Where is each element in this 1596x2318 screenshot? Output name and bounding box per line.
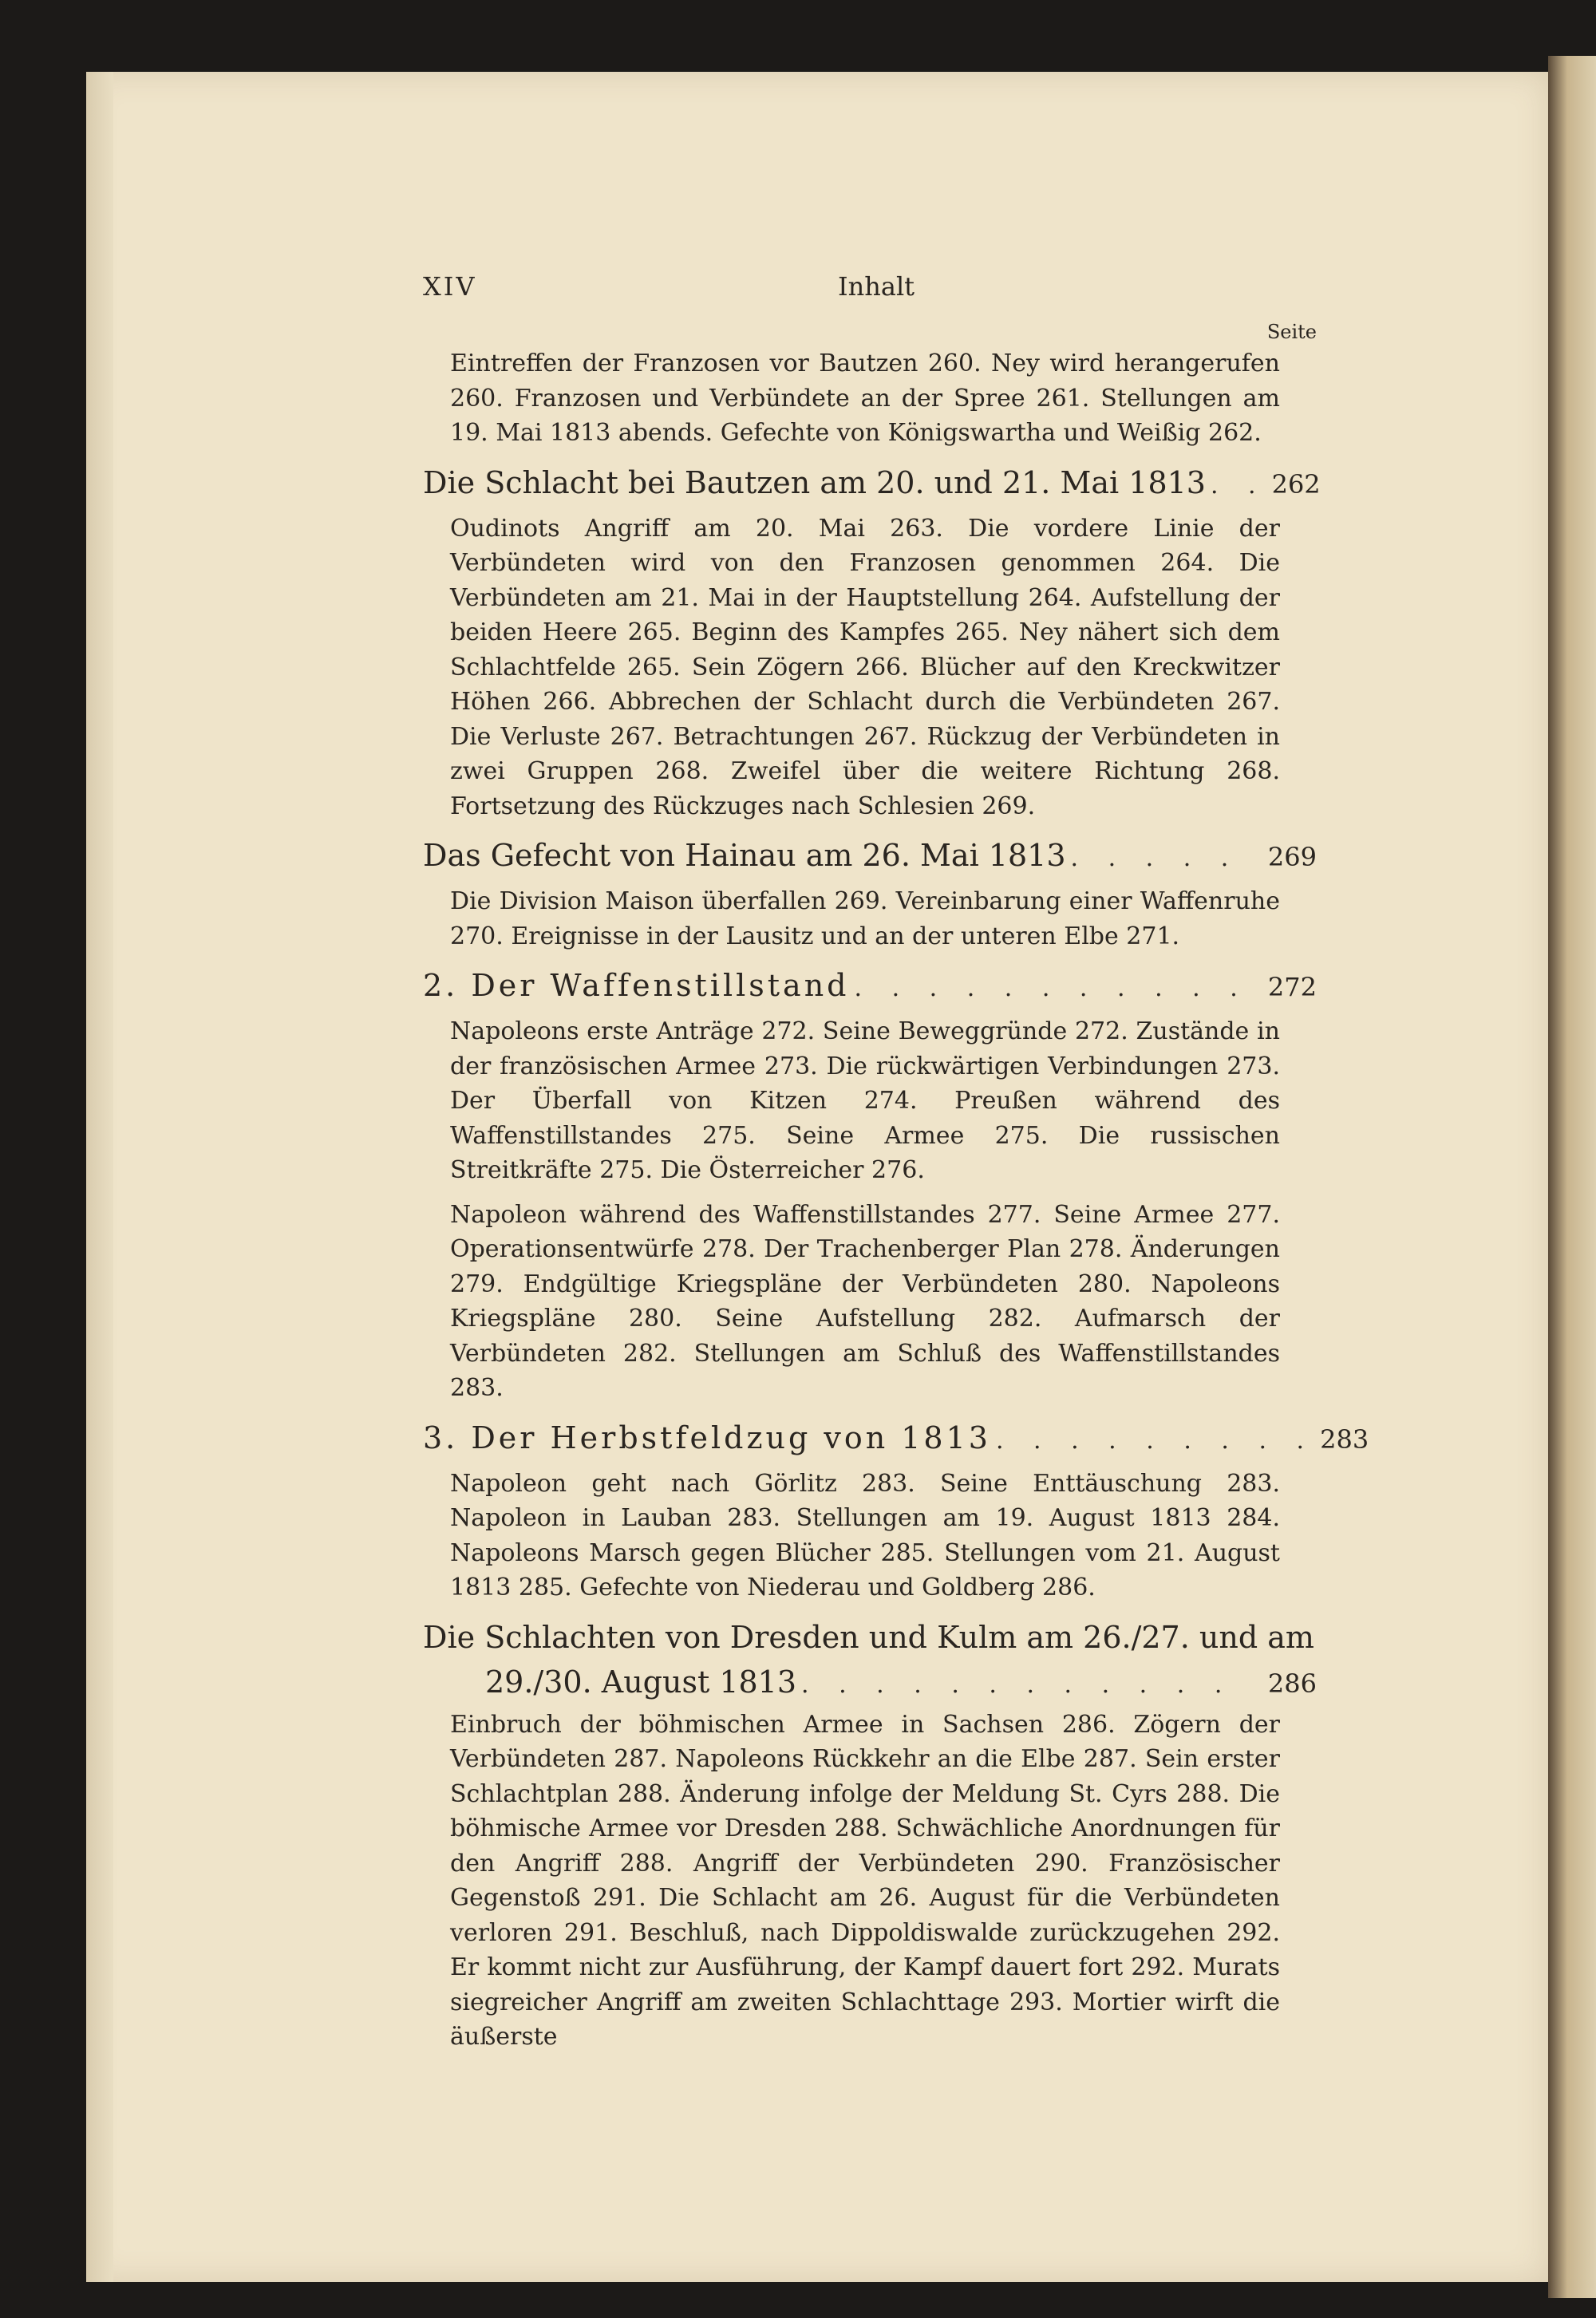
toc-chapter-heading — [423, 963, 1317, 1011]
toc-heading-title: 3. Der Herbstfeldzug von 1813 — [423, 1420, 991, 1455]
toc-heading-title-line1: Die Schlachten von Dresden und Kulm am 26./27. und am — [423, 1619, 1314, 1655]
toc-chapter-heading — [423, 1416, 1369, 1463]
dot-leaders: . . . . . — [1070, 844, 1240, 872]
page-number-folio: XIV — [423, 271, 477, 302]
dot-leaders: . . . . . . . . . . . — [854, 974, 1249, 1002]
toc-heading-line2 — [423, 1660, 1317, 1708]
toc-paragraph: Napoleons erste Anträge 272. Seine Beweggründe 272. Zustände in der französischen Armee 273. Die rückwärtigen Verbindungen 273. Der Überfall von Kitzen 274. Preußen während des Waffenstillstandes 275. Seine Armee 275. Die russischen Streitkräfte 275. Die Österreicher 276. — [450, 1017, 1280, 1184]
dot-leaders: . . — [1210, 471, 1267, 500]
toc-paragraph: Einbruch der böhmischen Armee in Sachsen 286. Zögern der Verbündeten 287. Napoleons Rückkehr an die Elbe 287. Sein erster Schlachtplan 288. Änderung infolge der Meldung St. Cyrs 288. Die böhmische Armee vor Dresden 288. Schwächliche Anordnungen für den Angriff 288. Angriff der Verbündeten 290. Französischer Gegenstoß 291. Die Schlacht am 26. August für die Verbündeten verloren 291. Beschluß, nach Dippoldiswalde zurückzugehen 292. Er kommt nicht zur Ausführung, der Kampf dauert fort 292. Murats siegreicher Angriff am zweiten Schlachttage 293. Mortier wirft die äußerste — [450, 1710, 1280, 2051]
toc-heading-page: 269 — [1267, 842, 1317, 872]
toc-heading — [423, 833, 1317, 881]
seite-column-label: Seite — [1266, 321, 1317, 343]
toc-heading-title: Das Gefecht von Hainau am 26. Mai 1813 — [423, 838, 1066, 873]
adjacent-page-edge — [1548, 56, 1596, 2298]
toc-paragraph: Napoleon geht nach Görlitz 283. Seine Enttäuschung 283. Napoleon in Lauban 283. Stellungen am 19. August 1813 284. Napoleons Marsch gegen Blücher 285. Stellungen vom 21. August 1813 285. Gefechte von Niederau und Goldberg 286. — [450, 1469, 1280, 1601]
running-title: Inhalt — [838, 271, 915, 302]
toc-heading-page: 262 — [1271, 468, 1321, 500]
toc-heading-page: 272 — [1267, 972, 1317, 1002]
dot-leaders: . . . . . . . . . . . . — [801, 1670, 1234, 1699]
running-head — [423, 271, 1317, 321]
toc-paragraph: Oudinots Angriff am 20. Mai 263. Die vordere Linie der Verbündeten wird von den Franzosen genommen 264. Die Verbündeten am 21. Mai in der Hauptstellung 264. Aufstellung der beiden Heere 265. Beginn des Kampfes 265. Ney nähert sich dem Schlachtfelde 265. Sein Zögern 266. Blücher auf den Kreckwitzer Höhen 266. Abbrechen der Schlacht durch die Verbündeten 267. Die Verluste 267. Betrachtungen 267. Rückzug der Verbündeten in zwei Gruppen 268. Zweifel über die weitere Richtung 268. Fortsetzung des Rückzuges nach Schlesien 269. — [450, 514, 1280, 820]
toc-heading — [423, 460, 1321, 508]
toc-paragraph: Eintreffen der Franzosen vor Bautzen 260. Ney wird herangerufen 260. Franzosen und Verbündete an der Spree 261. Stellungen am 19. Mai 1813 abends. Gefechte von Königswartha und Weißig 262. — [450, 349, 1280, 447]
toc-heading-page: 286 — [1267, 1668, 1317, 1699]
toc-heading-title-line2: 29./30. August 1813 — [485, 1664, 797, 1700]
toc-paragraph: Die Division Maison überfallen 269. Vereinbarung einer Waffenruhe 270. Ereignisse in der Lausitz und an der unteren Elbe 271. — [450, 887, 1280, 950]
toc-heading-title: 2. Der Waffenstillstand — [423, 968, 850, 1003]
page-binding-edge — [86, 72, 113, 2282]
toc-heading-page: 283 — [1320, 1424, 1369, 1455]
table-of-contents — [423, 271, 1369, 2064]
toc-paragraph: Napoleon während des Waffenstillstandes 277. Seine Armee 277. Operationsentwürfe 278. Der Trachenberger Plan 278. Änderungen 279. Endgültige Kriegspläne der Verbündeten 280. Napoleons Kriegspläne 280. Seine Aufstellung 282. Aufmarsch der Verbündeten 282. Stellungen am Schluß des Waffenstillstandes 283. — [450, 1200, 1280, 1402]
toc-heading-title: Die Schlacht bei Bautzen am 20. und 21. Mai 1813 — [423, 464, 1206, 500]
toc-heading — [423, 1615, 1317, 1708]
dot-leaders: . . . . . . . . . — [995, 1426, 1316, 1455]
